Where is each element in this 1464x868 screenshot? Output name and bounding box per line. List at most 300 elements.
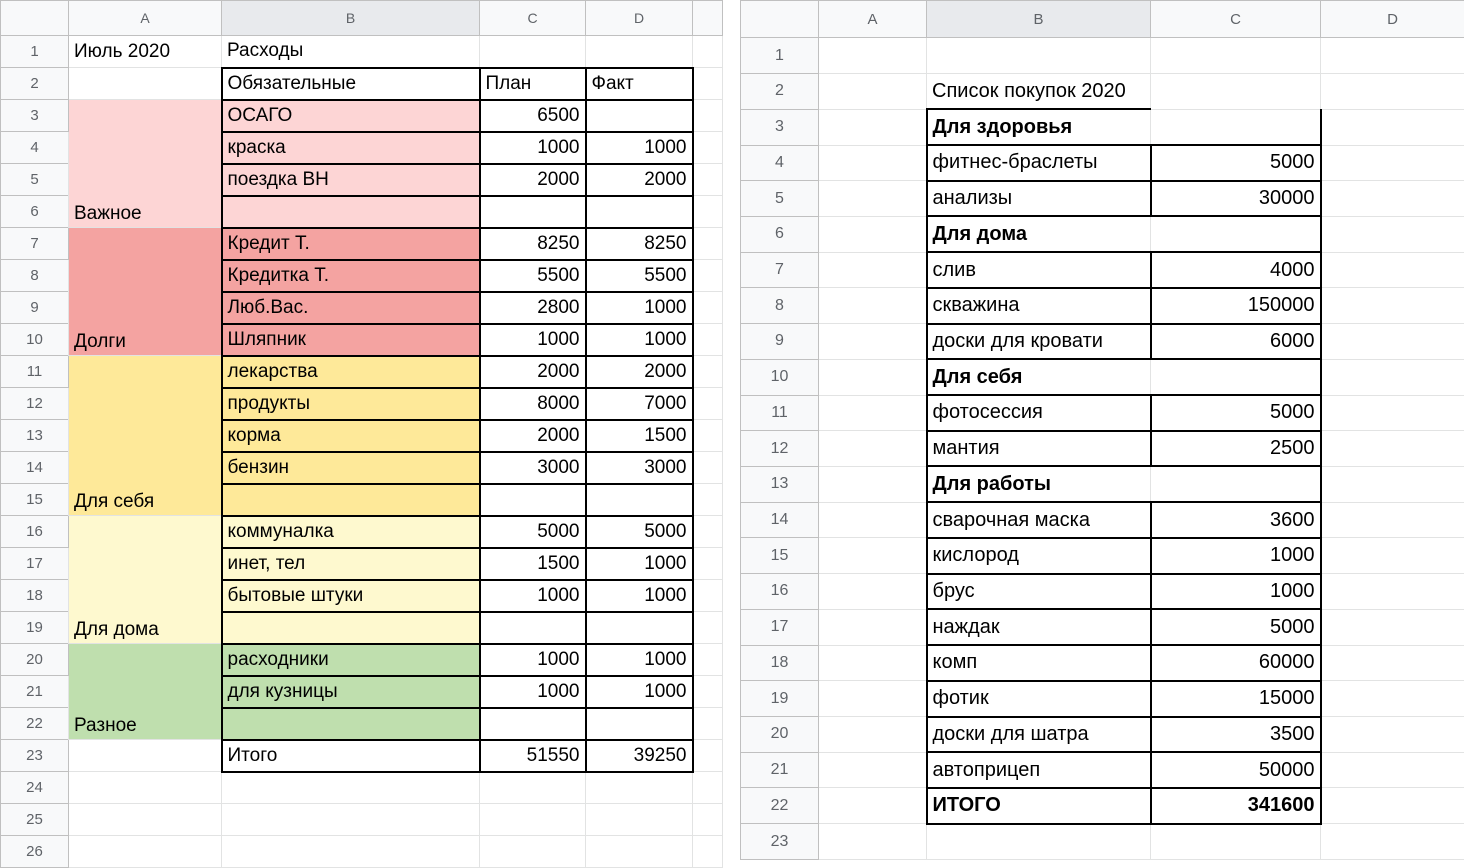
row-header[interactable]: 19 (1, 612, 69, 644)
fact-value[interactable]: 1000 (586, 324, 693, 356)
plan-value[interactable]: 8000 (480, 388, 586, 420)
expense-name[interactable]: бытовые штуки (222, 580, 480, 612)
group-label[interactable]: Для себя (69, 356, 222, 516)
cell[interactable] (1151, 466, 1321, 502)
item-name[interactable]: брус (927, 574, 1151, 610)
cell-a1[interactable]: Июль 2020 (69, 36, 222, 68)
item-price[interactable]: 1000 (1151, 574, 1321, 610)
cell[interactable] (819, 395, 927, 431)
sheet-row (741, 288, 1464, 324)
column-header-d[interactable]: D (586, 1, 693, 36)
cell[interactable] (1321, 359, 1464, 395)
cell[interactable] (693, 324, 723, 356)
sheet-row (741, 74, 1464, 110)
row-header[interactable]: 3 (741, 109, 819, 145)
plan-value[interactable]: 2000 (480, 420, 586, 452)
cell[interactable] (1321, 181, 1464, 217)
cell[interactable] (693, 260, 723, 292)
cell[interactable] (1321, 395, 1464, 431)
expense-name[interactable]: для кузницы (222, 676, 480, 708)
sheet-row (1, 772, 723, 804)
row-header[interactable]: 22 (741, 788, 819, 824)
sheet-row (741, 609, 1464, 645)
plan-value[interactable]: 1500 (480, 548, 586, 580)
expense-name[interactable]: корма (222, 420, 480, 452)
item-price[interactable]: 150000 (1151, 288, 1321, 324)
cell[interactable] (693, 836, 723, 868)
expense-name[interactable]: Кредит Т. (222, 228, 480, 260)
plan-value[interactable]: 2000 (480, 164, 586, 196)
cell[interactable] (693, 548, 723, 580)
row-header[interactable]: 7 (1, 228, 69, 260)
total-fact[interactable]: 39250 (586, 740, 693, 772)
row-header[interactable]: 17 (741, 609, 819, 645)
item-name[interactable]: доски для шатра (927, 717, 1151, 753)
group-label[interactable]: Для дома (69, 516, 222, 644)
plan-value[interactable]: 2800 (480, 292, 586, 324)
cell[interactable] (1321, 788, 1464, 824)
cell[interactable] (693, 196, 723, 228)
expense-name[interactable] (222, 484, 480, 516)
sheet-row (741, 466, 1464, 502)
cell[interactable] (819, 502, 927, 538)
cell[interactable] (586, 804, 693, 836)
cell[interactable] (1151, 359, 1321, 395)
row-header[interactable]: 9 (1, 292, 69, 324)
cell[interactable] (693, 356, 723, 388)
budget-sheet (0, 0, 723, 868)
expense-name[interactable]: краска (222, 132, 480, 164)
fact-value[interactable] (586, 612, 693, 644)
fact-value[interactable]: 3000 (586, 452, 693, 484)
cell[interactable] (693, 452, 723, 484)
cell-b1[interactable]: Расходы (222, 36, 480, 68)
cell[interactable] (819, 359, 927, 395)
group-label[interactable]: Разное (69, 644, 222, 740)
cell[interactable] (819, 288, 927, 324)
row-header[interactable]: 24 (1, 772, 69, 804)
sheet-row (741, 645, 1464, 681)
row-header[interactable]: 19 (741, 681, 819, 717)
cell[interactable] (819, 431, 927, 467)
row-header[interactable]: 15 (1, 484, 69, 516)
cell[interactable] (222, 836, 480, 868)
cell[interactable] (693, 708, 723, 740)
cell[interactable] (480, 772, 586, 804)
cell[interactable] (1321, 574, 1464, 610)
row-header[interactable]: 5 (741, 181, 819, 217)
cell[interactable] (693, 644, 723, 676)
item-price[interactable]: 5000 (1151, 395, 1321, 431)
row-header[interactable]: 23 (741, 824, 819, 860)
header-mandatory[interactable]: Обязательные (222, 68, 480, 100)
row-header[interactable]: 4 (1, 132, 69, 164)
sheet-row (741, 431, 1464, 467)
cell[interactable] (693, 388, 723, 420)
row-header[interactable]: 25 (1, 804, 69, 836)
cell[interactable] (693, 484, 723, 516)
cell[interactable] (819, 681, 927, 717)
fact-value[interactable]: 5500 (586, 260, 693, 292)
plan-value[interactable]: 5000 (480, 516, 586, 548)
plan-value[interactable]: 1000 (480, 676, 586, 708)
cell[interactable] (819, 324, 927, 360)
row-header[interactable]: 6 (1, 196, 69, 228)
item-price[interactable]: 60000 (1151, 645, 1321, 681)
expense-name[interactable]: лекарства (222, 356, 480, 388)
fact-value[interactable]: 8250 (586, 228, 693, 260)
item-name[interactable]: комп (927, 645, 1151, 681)
cell[interactable] (1321, 717, 1464, 753)
select-all-corner[interactable] (741, 1, 819, 38)
cell[interactable] (1321, 216, 1464, 252)
total-plan[interactable]: 51550 (480, 740, 586, 772)
expense-name[interactable]: поездка ВН (222, 164, 480, 196)
row-header[interactable]: 17 (1, 548, 69, 580)
cell[interactable] (1321, 752, 1464, 788)
cell[interactable] (819, 466, 927, 502)
cell[interactable] (693, 772, 723, 804)
sheet-row (1, 228, 723, 260)
plan-value[interactable]: 1000 (480, 580, 586, 612)
item-name[interactable]: доски для кровати (927, 324, 1151, 360)
row-header[interactable]: 14 (741, 502, 819, 538)
sheet-row (1, 804, 723, 836)
cell[interactable] (693, 68, 723, 100)
cell[interactable] (693, 612, 723, 644)
plan-value[interactable]: 8250 (480, 228, 586, 260)
row-header[interactable]: 1 (741, 38, 819, 74)
cell[interactable] (1151, 824, 1321, 860)
cell[interactable] (1151, 74, 1321, 110)
sheet-row (741, 324, 1464, 360)
total-value[interactable]: 341600 (1151, 788, 1321, 824)
cell[interactable] (222, 772, 480, 804)
cell[interactable] (693, 132, 723, 164)
cell[interactable] (69, 804, 222, 836)
cell[interactable] (69, 772, 222, 804)
column-header-c[interactable]: C (1151, 1, 1321, 38)
expense-name[interactable]: ОСАГО (222, 100, 480, 132)
row-header[interactable]: 26 (1, 836, 69, 868)
cell[interactable] (693, 676, 723, 708)
cell[interactable] (586, 36, 693, 68)
expense-name[interactable]: Люб.Вас. (222, 292, 480, 324)
column-header-a[interactable]: A (819, 1, 927, 38)
cell[interactable] (819, 38, 927, 74)
fact-value[interactable]: 1000 (586, 644, 693, 676)
fact-value[interactable]: 7000 (586, 388, 693, 420)
item-name[interactable]: кислород (927, 538, 1151, 574)
item-price[interactable]: 50000 (1151, 752, 1321, 788)
row-header[interactable]: 11 (741, 395, 819, 431)
cell[interactable] (819, 181, 927, 217)
expense-name[interactable]: коммуналка (222, 516, 480, 548)
expense-name[interactable]: продукты (222, 388, 480, 420)
item-name[interactable]: автоприцеп (927, 752, 1151, 788)
category-heading[interactable]: Для дома (927, 216, 1151, 252)
row-header[interactable]: 4 (741, 145, 819, 181)
cell[interactable] (1321, 74, 1464, 110)
row-header[interactable]: 20 (741, 717, 819, 753)
cell[interactable] (480, 804, 586, 836)
row-header[interactable]: 12 (741, 431, 819, 467)
item-price[interactable]: 30000 (1151, 181, 1321, 217)
cell[interactable] (69, 836, 222, 868)
cell[interactable] (69, 68, 222, 100)
sheet-row (1, 36, 723, 68)
cell[interactable] (586, 772, 693, 804)
sheet-row (741, 681, 1464, 717)
row-header[interactable]: 16 (1, 516, 69, 548)
item-price[interactable]: 5000 (1151, 145, 1321, 181)
cell[interactable] (1151, 216, 1321, 252)
cell[interactable] (1151, 109, 1321, 145)
row-header[interactable]: 22 (1, 708, 69, 740)
plan-value[interactable]: 1000 (480, 324, 586, 356)
cell[interactable] (819, 788, 927, 824)
plan-value[interactable] (480, 708, 586, 740)
row-header[interactable]: 3 (1, 100, 69, 132)
cell[interactable] (1321, 502, 1464, 538)
category-heading[interactable]: Для работы (927, 466, 1151, 502)
sheet-row (741, 181, 1464, 217)
row-header[interactable]: 2 (741, 74, 819, 110)
column-header-partial (693, 1, 723, 36)
cell[interactable] (693, 292, 723, 324)
sheet-row (741, 788, 1464, 824)
sheet-row (1, 516, 723, 548)
cell[interactable] (1321, 109, 1464, 145)
cell[interactable] (927, 824, 1151, 860)
cell[interactable] (819, 645, 927, 681)
list-title[interactable]: Список покупок 2020 (927, 74, 1151, 110)
cell[interactable] (693, 516, 723, 548)
header-plan[interactable]: План (480, 68, 586, 100)
fact-value[interactable]: 1000 (586, 548, 693, 580)
sheet-row (741, 252, 1464, 288)
plan-value[interactable] (480, 484, 586, 516)
row-header[interactable]: 14 (1, 452, 69, 484)
item-price[interactable]: 2500 (1151, 431, 1321, 467)
cell[interactable] (693, 100, 723, 132)
item-price[interactable]: 6000 (1151, 324, 1321, 360)
row-header[interactable]: 8 (1, 260, 69, 292)
row-header[interactable]: 18 (1, 580, 69, 612)
item-name[interactable]: наждак (927, 609, 1151, 645)
row-header[interactable]: 21 (1, 676, 69, 708)
cell[interactable] (1321, 252, 1464, 288)
sheet-row (741, 574, 1464, 610)
item-name[interactable]: сварочная маска (927, 502, 1151, 538)
row-header[interactable]: 5 (1, 164, 69, 196)
row-header[interactable]: 21 (741, 752, 819, 788)
cell[interactable] (819, 109, 927, 145)
sheet-row (1, 100, 723, 132)
column-header-a[interactable]: A (69, 1, 222, 36)
item-name[interactable]: анализы (927, 181, 1151, 217)
row-header[interactable]: 1 (1, 36, 69, 68)
cell[interactable] (69, 740, 222, 772)
cell[interactable] (480, 836, 586, 868)
row-header[interactable]: 15 (741, 538, 819, 574)
expense-name[interactable]: Кредитка Т. (222, 260, 480, 292)
plan-value[interactable]: 5500 (480, 260, 586, 292)
cell[interactable] (1321, 288, 1464, 324)
row-header[interactable]: 7 (741, 252, 819, 288)
fact-value[interactable]: 2000 (586, 356, 693, 388)
fact-value[interactable]: 1000 (586, 676, 693, 708)
cell[interactable] (819, 216, 927, 252)
fact-value[interactable]: 1000 (586, 132, 693, 164)
fact-value[interactable]: 5000 (586, 516, 693, 548)
select-all-corner[interactable] (1, 1, 69, 36)
cell[interactable] (586, 836, 693, 868)
item-price[interactable]: 1000 (1151, 538, 1321, 574)
cell[interactable] (819, 824, 927, 860)
cell[interactable] (1321, 609, 1464, 645)
item-name[interactable]: мантия (927, 431, 1151, 467)
expense-name[interactable]: бензин (222, 452, 480, 484)
expense-name[interactable] (222, 612, 480, 644)
item-name[interactable]: фотосессия (927, 395, 1151, 431)
item-price[interactable]: 15000 (1151, 681, 1321, 717)
item-price[interactable]: 3500 (1151, 717, 1321, 753)
cell[interactable] (1151, 38, 1321, 74)
cell[interactable] (693, 740, 723, 772)
fact-value[interactable]: 2000 (586, 164, 693, 196)
sheet-row (741, 502, 1464, 538)
expense-name[interactable] (222, 196, 480, 228)
row-header[interactable]: 16 (741, 574, 819, 610)
fact-value[interactable]: 1000 (586, 292, 693, 324)
cell[interactable] (1321, 824, 1464, 860)
column-header-b[interactable]: B (222, 1, 480, 36)
cell[interactable] (927, 38, 1151, 74)
cell[interactable] (819, 145, 927, 181)
column-header-b[interactable]: B (927, 1, 1151, 38)
sheet-row (741, 538, 1464, 574)
sheet-row (741, 359, 1464, 395)
row-header[interactable]: 2 (1, 68, 69, 100)
sheet-row (1, 68, 723, 100)
plan-value[interactable] (480, 196, 586, 228)
cell[interactable] (693, 804, 723, 836)
row-header[interactable]: 13 (1, 420, 69, 452)
fact-value[interactable] (586, 100, 693, 132)
expense-name[interactable]: расходники (222, 644, 480, 676)
total-label[interactable]: Итого (222, 740, 480, 772)
row-header[interactable]: 10 (1, 324, 69, 356)
row-header[interactable]: 6 (741, 216, 819, 252)
sheet-row (741, 824, 1464, 860)
item-price[interactable]: 3600 (1151, 502, 1321, 538)
plan-value[interactable]: 3000 (480, 452, 586, 484)
cell[interactable] (1321, 145, 1464, 181)
fact-value[interactable] (586, 708, 693, 740)
cell[interactable] (819, 717, 927, 753)
cell[interactable] (693, 580, 723, 612)
cell[interactable] (480, 36, 586, 68)
row-header[interactable]: 18 (741, 645, 819, 681)
column-header-c[interactable]: C (480, 1, 586, 36)
item-name[interactable]: фотик (927, 681, 1151, 717)
cell[interactable] (819, 752, 927, 788)
cell[interactable] (222, 804, 480, 836)
row-header[interactable]: 8 (741, 288, 819, 324)
fact-value[interactable] (586, 484, 693, 516)
plan-value[interactable]: 1000 (480, 132, 586, 164)
row-header[interactable]: 13 (741, 466, 819, 502)
row-header[interactable]: 20 (1, 644, 69, 676)
header-fact[interactable]: Факт (586, 68, 693, 100)
cell[interactable] (1321, 38, 1464, 74)
sheet-row (741, 109, 1464, 145)
cell[interactable] (819, 609, 927, 645)
category-heading[interactable]: Для себя (927, 359, 1151, 395)
item-price[interactable]: 4000 (1151, 252, 1321, 288)
sheet-row (741, 38, 1464, 74)
cell[interactable] (819, 74, 927, 110)
row-header[interactable]: 23 (1, 740, 69, 772)
cell[interactable] (1321, 324, 1464, 360)
expense-name[interactable] (222, 708, 480, 740)
item-price[interactable]: 5000 (1151, 609, 1321, 645)
cell[interactable] (819, 538, 927, 574)
row-header[interactable]: 11 (1, 356, 69, 388)
group-label[interactable]: Долги (69, 228, 222, 356)
plan-value[interactable]: 1000 (480, 644, 586, 676)
expense-name[interactable]: Шляпник (222, 324, 480, 356)
plan-value[interactable] (480, 612, 586, 644)
plan-value[interactable]: 2000 (480, 356, 586, 388)
cell[interactable] (1321, 538, 1464, 574)
cell[interactable] (819, 574, 927, 610)
cell[interactable] (819, 252, 927, 288)
row-header[interactable]: 9 (741, 324, 819, 360)
fact-value[interactable]: 1000 (586, 580, 693, 612)
cell[interactable] (1321, 431, 1464, 467)
expense-name[interactable]: инет, тел (222, 548, 480, 580)
sheet-row (1, 836, 723, 868)
plan-value[interactable]: 6500 (480, 100, 586, 132)
sheet-row (1, 740, 723, 772)
item-name[interactable]: слив (927, 252, 1151, 288)
cell[interactable] (1321, 645, 1464, 681)
total-label[interactable]: ИТОГО (927, 788, 1151, 824)
shopping-list-sheet (740, 0, 1464, 860)
cell[interactable] (693, 36, 723, 68)
cell[interactable] (693, 164, 723, 196)
sheet-row (1, 356, 723, 388)
row-header[interactable]: 12 (1, 388, 69, 420)
group-label[interactable]: Важное (69, 100, 222, 228)
cell[interactable] (693, 228, 723, 260)
row-header[interactable]: 10 (741, 359, 819, 395)
cell[interactable] (1321, 466, 1464, 502)
item-name[interactable]: фитнес-браслеты (927, 145, 1151, 181)
column-header-d[interactable]: D (1321, 1, 1464, 38)
fact-value[interactable] (586, 196, 693, 228)
sheet-row (1, 644, 723, 676)
cell[interactable] (693, 420, 723, 452)
sheet-row (741, 717, 1464, 753)
cell[interactable] (1321, 681, 1464, 717)
category-heading[interactable]: Для здоровья (927, 109, 1151, 145)
item-name[interactable]: скважина (927, 288, 1151, 324)
sheet-row (741, 145, 1464, 181)
fact-value[interactable]: 1500 (586, 420, 693, 452)
